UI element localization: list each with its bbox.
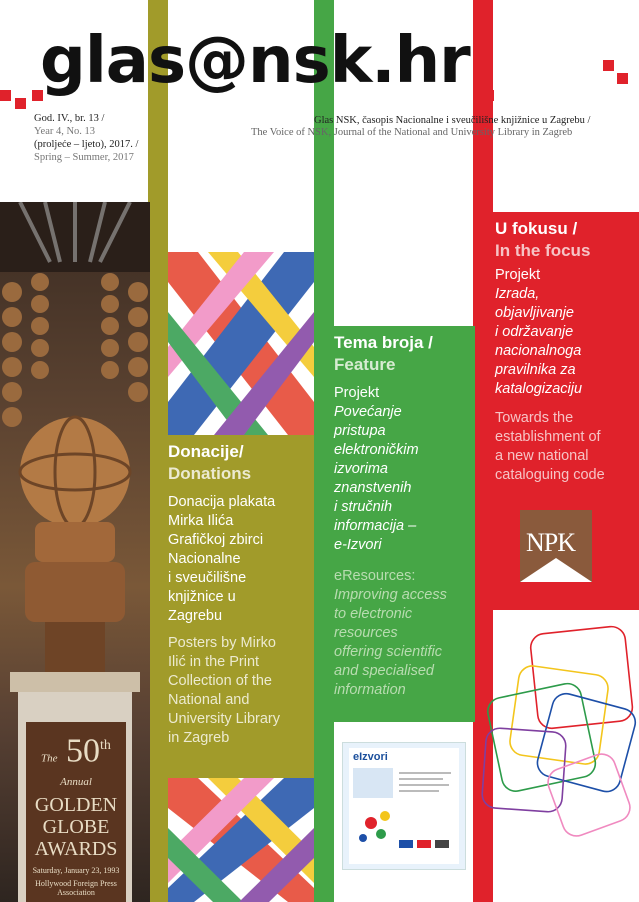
red-square [603,60,614,71]
red-square [483,90,494,101]
text-line: Ilić in the Print [168,654,260,670]
text-line: informacija – [334,518,417,534]
poster-awards: AWARDS [34,838,118,861]
golden-globe-photo [0,202,150,902]
eizvori-logo: eIzvori [353,751,388,763]
text-line: izvorima [334,461,388,477]
text-line: a new national [495,448,589,464]
feature-heading-en: Feature [334,355,396,374]
eizvori-leaflet-page [349,748,459,864]
eizvori-leaflet [342,742,466,870]
text-line: Grafičkoj zbirci [168,532,264,548]
ilic-poster-pattern [168,778,314,902]
text-line: i stručnih [334,499,393,515]
poster-date: Saturday, January 23, 1993 [32,866,120,876]
donations-text-en [168,634,314,748]
text-line: katalogizaciju [495,381,583,397]
feature-text-hr [334,403,475,555]
feature-panel [334,326,475,722]
poster-annual: Annual [60,776,92,789]
text-line: Izrada, [495,286,540,302]
text-line: eResources: [334,568,416,584]
donations-panel [168,435,314,778]
red-square [617,73,628,84]
subtitle-hr: Glas NSK, časopis Nacionalne i sveučilišne knjižnice u Zagrebu / [314,115,591,126]
red-square [15,98,26,109]
focus-heading-en: In the focus [495,241,591,260]
donations-heading-hr: Donacije/ [168,442,244,461]
feature-text-en [334,567,475,700]
text-line: Collection of the [168,673,272,689]
donations-text-hr [168,493,314,626]
text-line: establishment of [495,429,601,445]
focus-text-en [495,409,639,485]
text-line: Zagrebu [168,608,223,624]
text-line: information [334,682,406,698]
focus-heading-hr: U fokusu / [495,219,578,238]
poster-globe: GLOBE [42,816,110,839]
issue-line: Year 4, No. 13 [34,126,96,137]
text-line: pravilnika za [495,362,576,378]
text-line: Improving access [334,587,447,603]
text-line: Towards the [495,410,574,426]
text-line: Donacija plakata [168,494,276,510]
issue-info [34,112,138,164]
text-line: National and [168,692,250,708]
text-line: resources [334,625,398,641]
donations-heading-en: Donations [168,464,252,483]
poster-ordinal: th [100,738,111,753]
text-line: Povećanje [334,404,402,420]
text-line: to electronic [334,606,413,622]
text-line: offering scientific [334,644,442,660]
outlined-squares-graphic [474,610,639,902]
subtitle-en: The Voice of NSK, Journal of the National and University Library in Zagreb [251,127,573,138]
feature-lead: Projekt [334,385,380,401]
text-line: Mirka Ilića [168,513,234,529]
text-line: Nacionalne [168,551,241,567]
npk-logo-text: NPK [526,528,576,557]
red-square [0,90,11,101]
text-line: Posters by Mirko [168,635,276,651]
poster-number: 50 [66,732,101,770]
text-line: nacionalnoga [495,343,582,359]
focus-text-hr [495,285,639,399]
text-line: University Library [168,711,280,727]
ilic-poster-pattern [168,252,314,435]
text-line: cataloguing code [495,467,605,483]
issue-line: (proljeće – ljeto), 2017. / [34,139,139,150]
poster-golden: GOLDEN [34,794,118,817]
text-line: knjižnice u [168,589,236,605]
text-line: pristupa [334,423,386,439]
logo: glas@nsk.hr [40,24,470,98]
text-line: elektroničkim [334,442,419,458]
poster-label [30,728,122,897]
text-line: e-Izvori [334,537,382,553]
issue-line: God. IV., br. 13 / [34,113,105,124]
text-line: objavljivanje [495,305,574,321]
poster-the: The [41,752,58,765]
issue-line: Spring – Summer, 2017 [34,152,134,163]
olive-strip [148,0,168,902]
npk-logo [520,510,592,582]
eizvori-leaflet-graphics [353,768,455,858]
text-line: and specialised [334,663,434,679]
text-line: znanstvenih [334,480,412,496]
poster-assoc: Hollywood Foreign Press [35,879,117,889]
text-line: i održavanje [495,324,574,340]
poster-assoc: Association [57,888,95,898]
text-line: i sveučilišne [168,570,247,586]
feature-heading-hr: Tema broja / [334,333,433,352]
text-line: in Zagreb [168,730,230,746]
focus-lead: Projekt [495,267,541,283]
